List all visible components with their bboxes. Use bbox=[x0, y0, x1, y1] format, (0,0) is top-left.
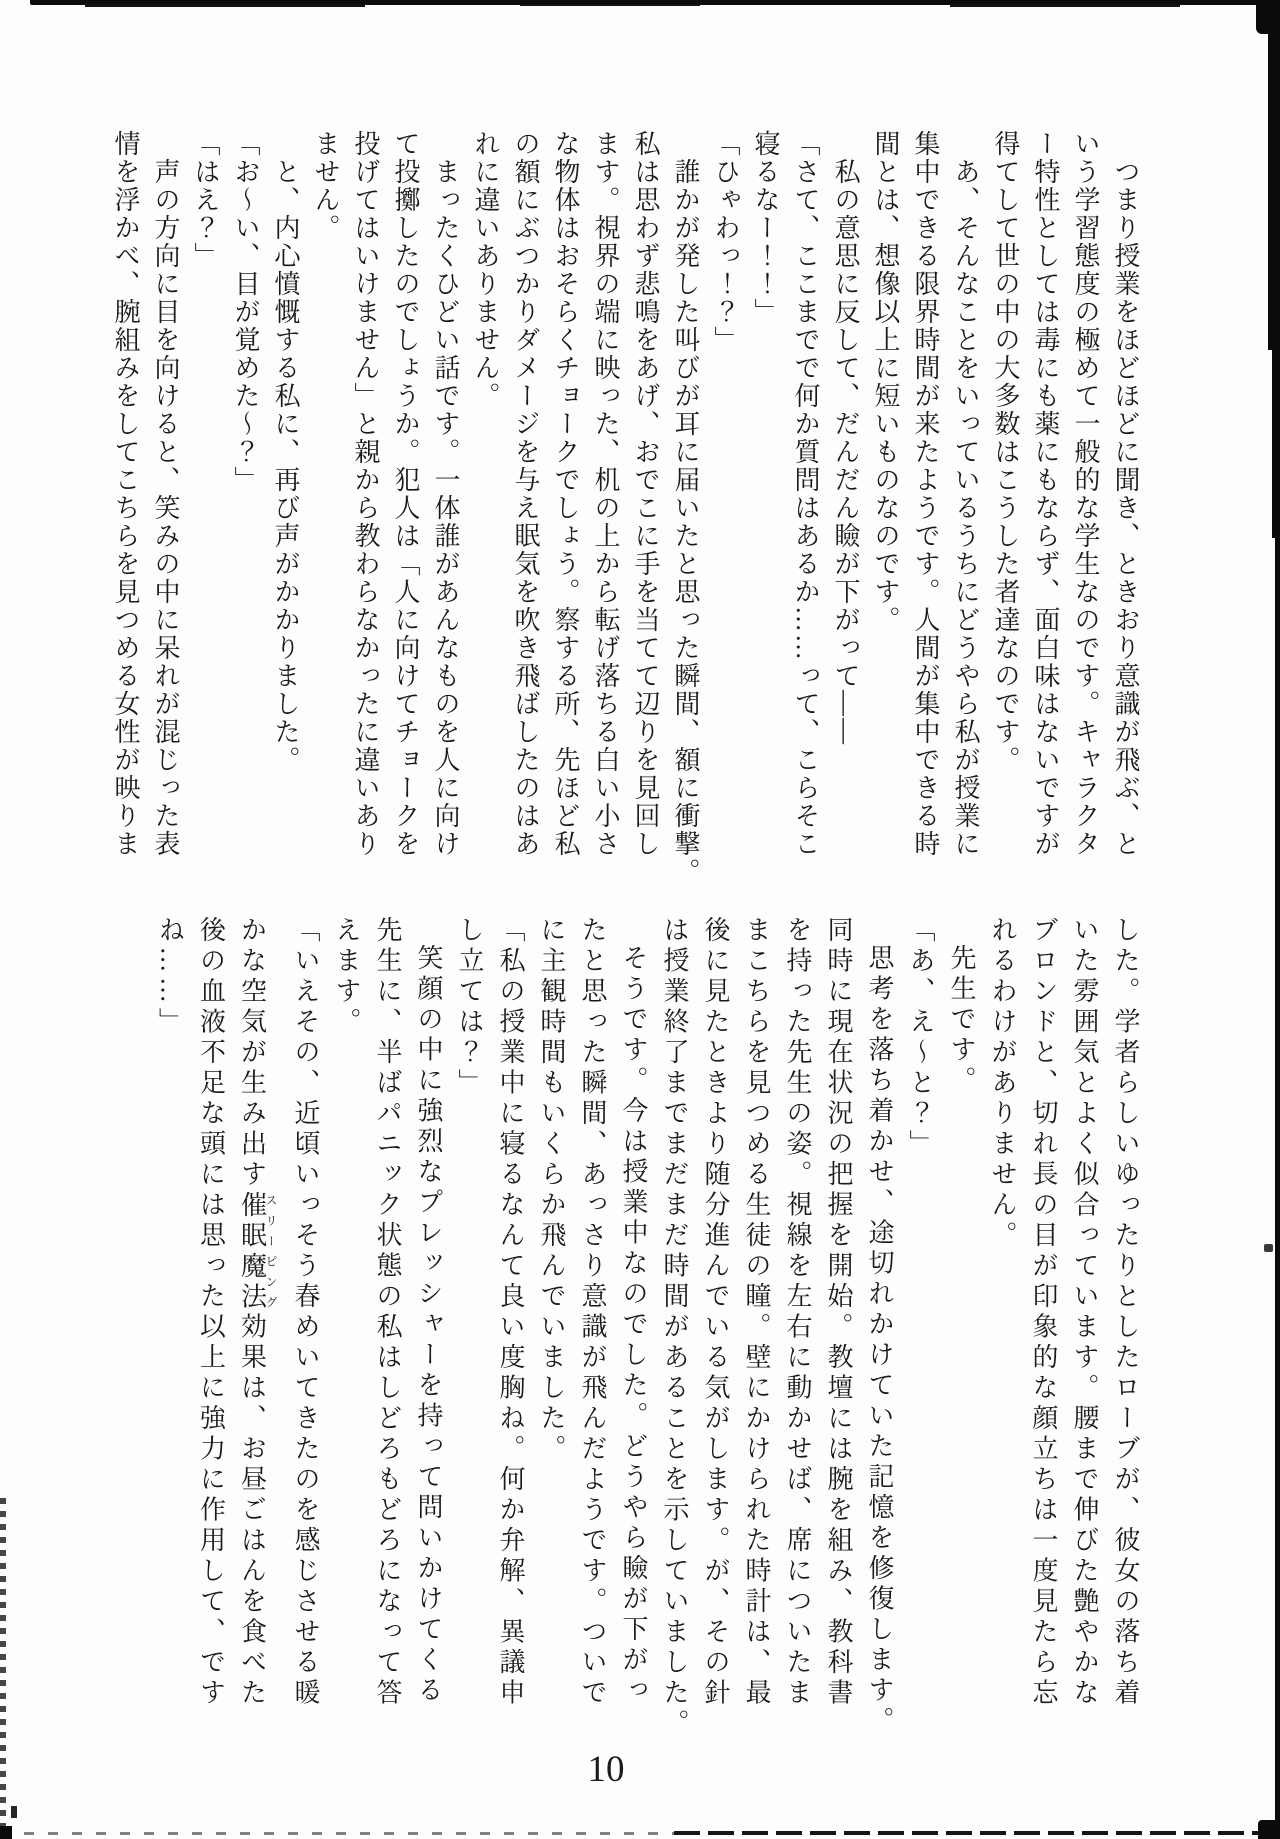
text-column: ね……」 bbox=[155, 916, 185, 1038]
text-column: 先生です。 bbox=[947, 944, 976, 1097]
text-column: 私の意思に反して、だんだん瞼が下がって―― bbox=[831, 158, 860, 747]
text-column: いた雰囲気とよく似合っています。腰まで伸びた艶やかな bbox=[1070, 916, 1099, 1709]
text-column: した。学者らしいゆったりとしたローブが、彼女の落ち着 bbox=[1111, 916, 1140, 1709]
scan-artifact-right-edge bbox=[1275, 0, 1280, 1839]
text-column: 「いえその、近頃いっそう春めいてきたのを感じさせる暖 bbox=[291, 916, 320, 1709]
text-column: ブロンドと、切れ長の目が印象的な顔立ちは一度見たら忘 bbox=[1029, 916, 1058, 1709]
text-column: は授業終了までまだまだ時間があることを示していました。 bbox=[660, 916, 689, 1740]
text-column: 思考を落ち着かせ、途切れかけていた記憶を修復します。 bbox=[865, 944, 894, 1738]
text-column: 先生に、半ばパニック状態の私はしどろもどろになって答 bbox=[373, 916, 402, 1709]
text-column: て投擲したのでしょうか。犯人は「人に向けてチョークを bbox=[391, 130, 420, 858]
scan-artifact-bottom-edge bbox=[24, 1832, 674, 1835]
text-block-bottom bbox=[142, 916, 1139, 1740]
text-column: し立ては？」 bbox=[455, 916, 484, 1099]
text-column: ません。 bbox=[311, 130, 340, 242]
text-column: たと思った瞬間、あっさり意識が飛んだようです。ついで bbox=[578, 916, 607, 1709]
text-column: の額にぶつかりダメージを与え眠気を吹き飛ばしたのはあ bbox=[511, 130, 540, 858]
text-column: まこちらを見つめる生徒の瞳。壁にかけられた時計は、最 bbox=[742, 916, 771, 1709]
text-column: 情を浮かべ、腕組みをしてこちらを見つめる女性が映りま bbox=[111, 130, 140, 858]
text-column: そうです。今は授業中なのでした。どうやら瞼が下がっ bbox=[619, 944, 648, 1707]
text-column: あ、そんなことをいっているうちにどうやら私が授業に bbox=[951, 158, 980, 859]
text-column: ー特性としては毒にも薬にもならず、面白味はないですが bbox=[1031, 130, 1060, 858]
text-column: 「ひゃわっ！？」 bbox=[711, 130, 740, 354]
text-column: 誰かが発した叫びが耳に届いたと思った瞬間、額に衝撃。 bbox=[671, 158, 700, 887]
text-block-top bbox=[98, 130, 1138, 886]
text-column: 「さて、ここまでで何か質問はあるか……って、こらそこ bbox=[791, 130, 820, 858]
text-column: 私は思わず悲鳴をあげ、おでこに手を当てて辺りを見回し bbox=[631, 130, 660, 858]
scan-artifact-top-edge bbox=[950, 4, 1180, 7]
text-column: 集中できる限界時間が来たようです。人間が集中できる時 bbox=[911, 130, 940, 858]
text-column: えます。 bbox=[332, 916, 361, 1038]
text-column: 同時に現在状況の把握を開始。教壇には腕を組み、教科書 bbox=[824, 916, 853, 1709]
scan-artifact-left-edge bbox=[0, 1498, 6, 1839]
text-column: つまり授業をほどほどに聞き、ときおり意識が飛ぶ、と bbox=[1111, 158, 1140, 859]
text-column: と、内心憤慨する私に、再び声がかかりました。 bbox=[271, 158, 300, 775]
scan-artifact-speck bbox=[1264, 1244, 1273, 1252]
text-column: 得てして世の中の大多数はこうした者達なのです。 bbox=[991, 130, 1020, 774]
text-column: 後に見たときより随分進んでいる気がします。が、その針 bbox=[701, 916, 730, 1709]
page-number: 10 bbox=[587, 1749, 625, 1790]
text-column: れに違いありません。 bbox=[471, 130, 500, 410]
scan-artifact-bottom-right-corner bbox=[1258, 1820, 1280, 1839]
text-column: 「はえ？」 bbox=[191, 130, 220, 270]
text-column: 間とは、想像以上に短いものなのです。 bbox=[871, 130, 900, 634]
scan-artifact-speck bbox=[11, 1806, 17, 1818]
text-column: まったくひどい話です。一体誰があんなものを人に向け bbox=[431, 158, 460, 859]
text-column: 「あ、え〜と？」 bbox=[906, 916, 935, 1160]
ruby-annotation: 催眠魔法スリーピング bbox=[237, 1190, 278, 1313]
text-column: いう学習態度の極めて一般的な学生なのです。キャラクタ bbox=[1071, 130, 1100, 858]
text-column: 寝るなー！！」 bbox=[751, 130, 780, 326]
text-column: 投げてはいけません」と親から教わらなかったに違いあり bbox=[351, 130, 380, 858]
text-column: 声の方向に目を向けると、笑みの中に呆れが混じった表 bbox=[151, 158, 180, 859]
text-column: 後の血液不足な頭には思った以上に強力に作用して、です bbox=[196, 916, 226, 1709]
scan-artifact-top-edge bbox=[520, 4, 700, 6]
text-column: かな空気が生み出す催眠魔法スリーピング効果は、お昼ごはんを食べた bbox=[237, 916, 278, 1709]
text-column: れるわけがありません。 bbox=[988, 916, 1017, 1252]
text-column: 「お〜い、目が覚めた〜？」 bbox=[231, 130, 260, 494]
text-column: を持った先生の姿。視線を左右に動かせば、席についたま bbox=[783, 916, 812, 1709]
scan-artifact-bottom-edge bbox=[674, 1831, 1274, 1835]
text-column: に主観時間もいくらか飛んでいました。 bbox=[537, 916, 566, 1465]
text-column: な物体はおそらくチョークでしょう。察する所、先ほど私 bbox=[551, 130, 580, 858]
text-column: 「私の授業中に寝るなんて良い度胸ね。何か弁解、異議申 bbox=[496, 916, 525, 1709]
scan-artifact-bottom-left-corner bbox=[0, 1826, 12, 1839]
text-column: ます。視界の端に映った、机の上から転げ落ちる白い小さ bbox=[591, 130, 620, 858]
scan-artifact-top-edge bbox=[85, 4, 365, 7]
text-column: 笑顔の中に強烈なプレッシャーを持って問いかけてくる bbox=[414, 944, 443, 1707]
